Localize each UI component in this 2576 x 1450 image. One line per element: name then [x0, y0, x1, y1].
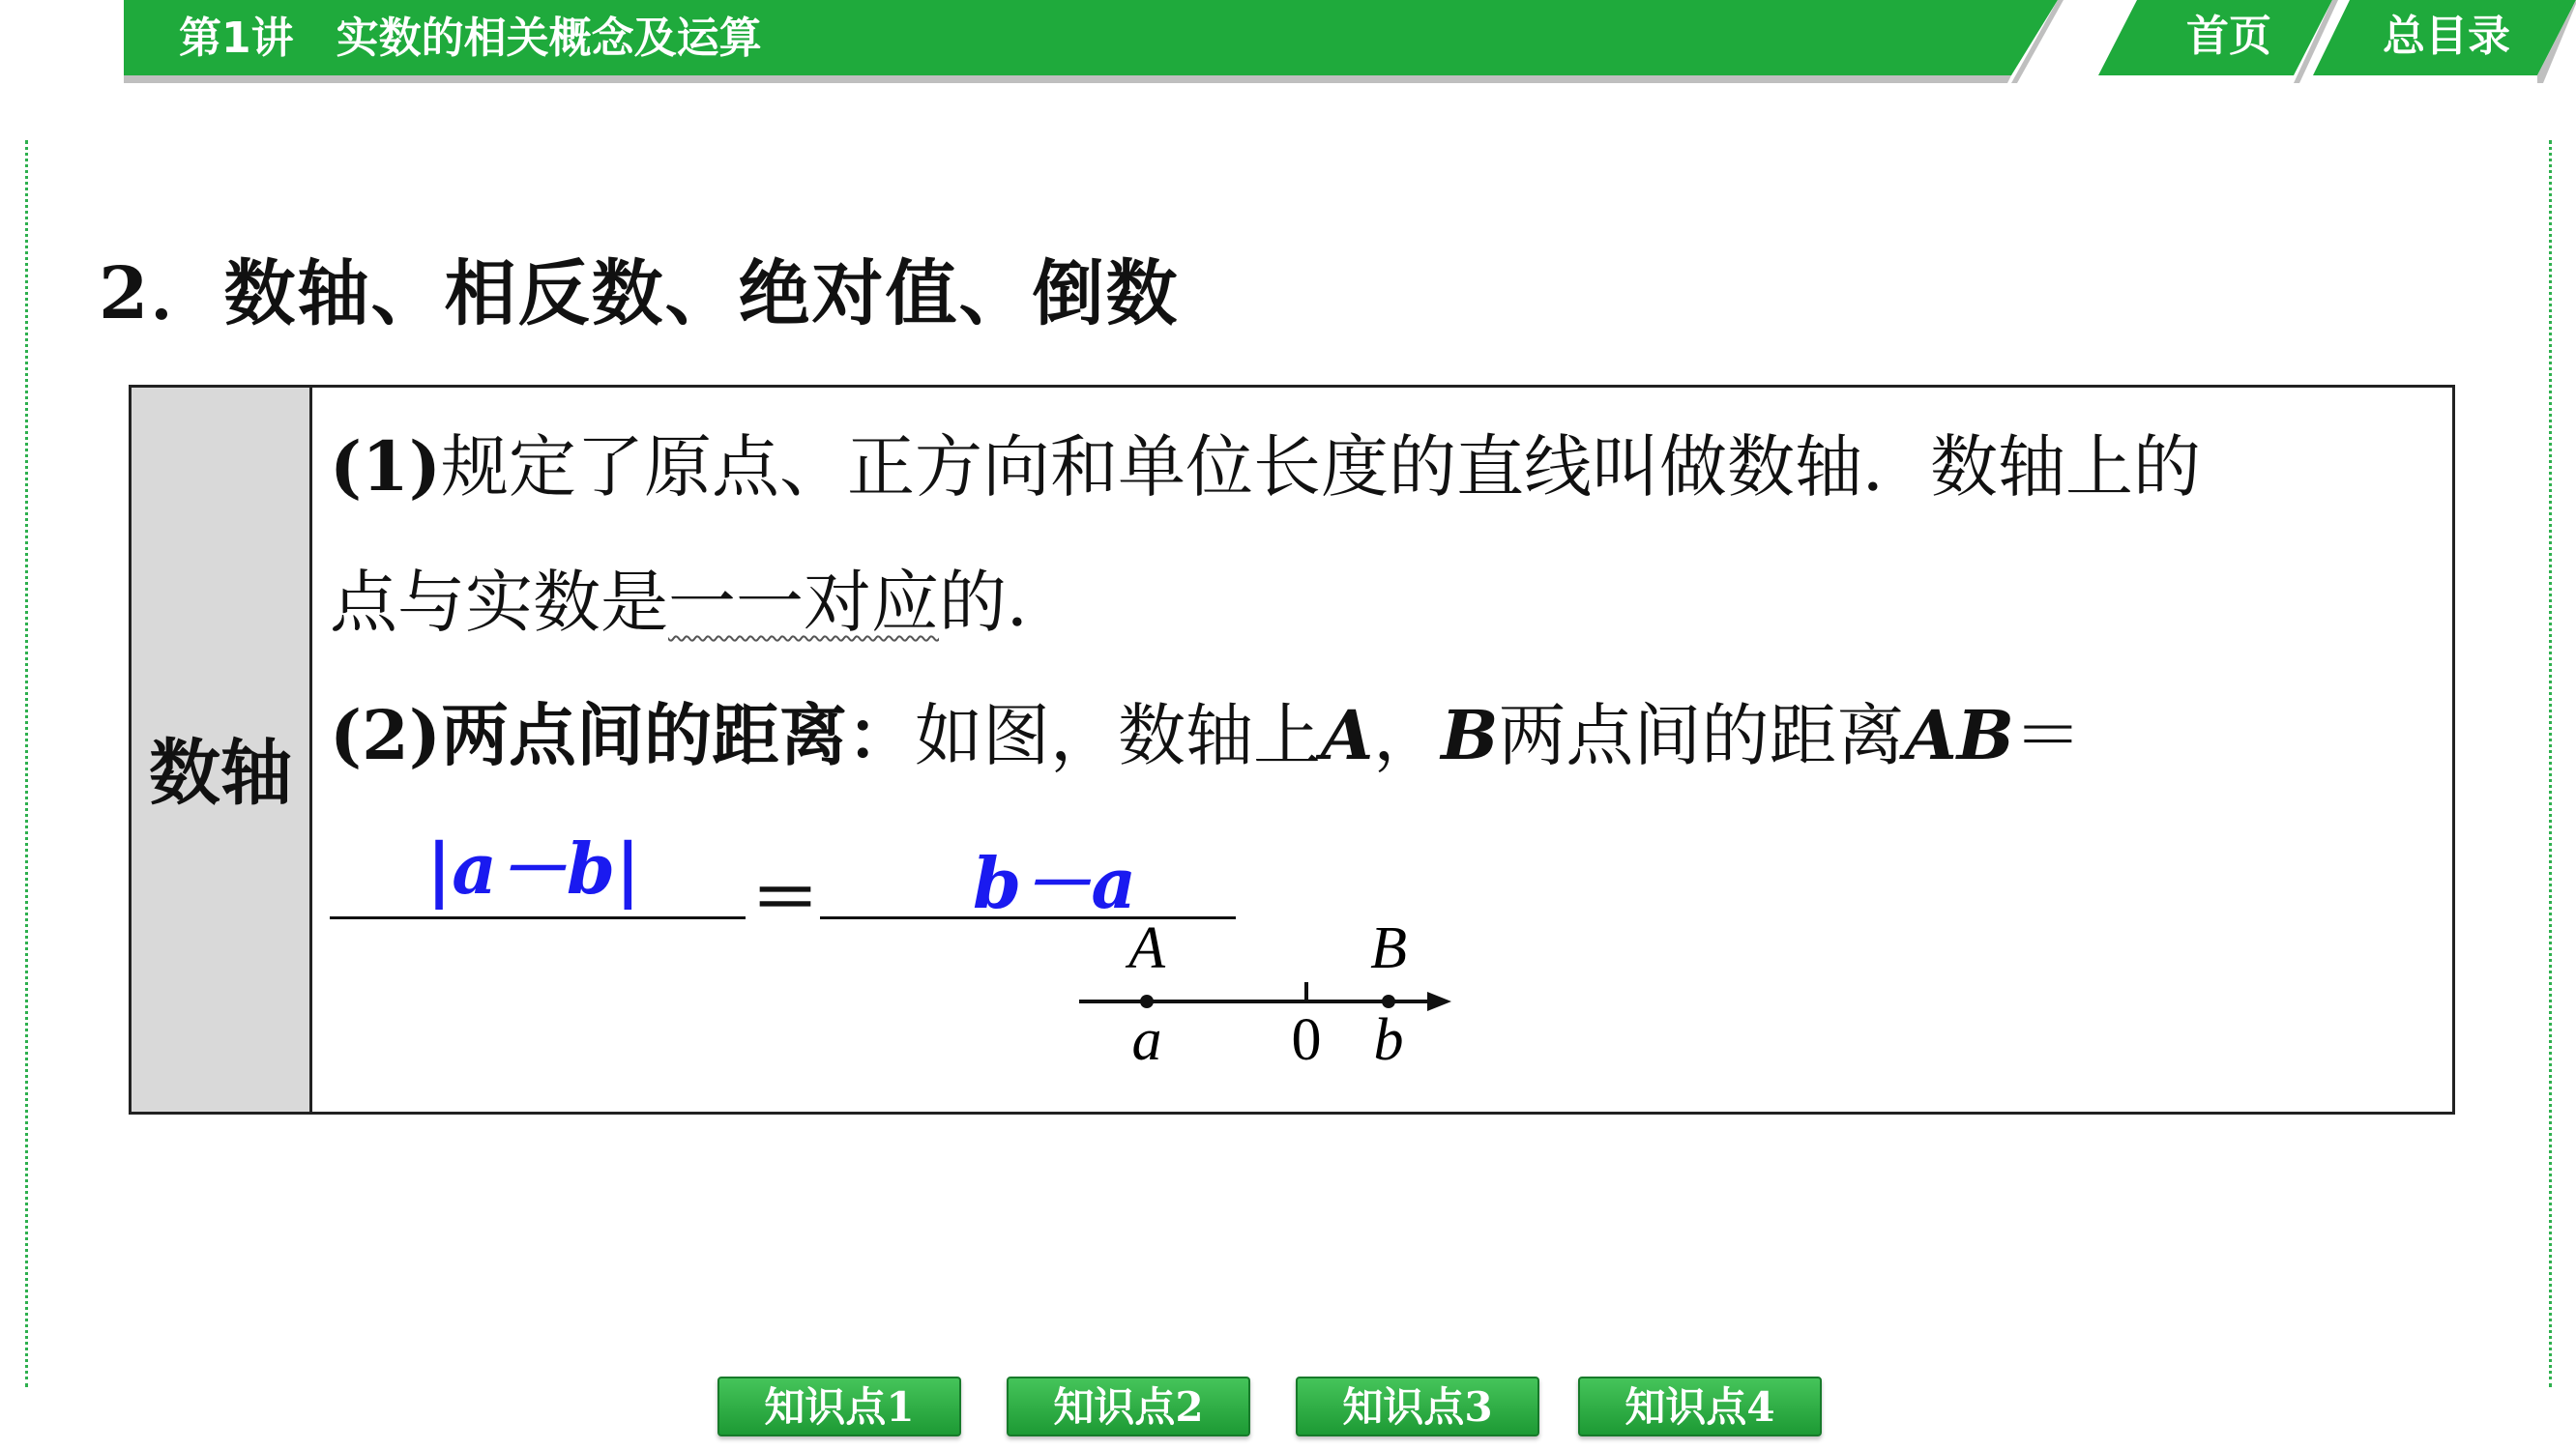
lecture-name: 实数的相关概念及运算 — [336, 14, 762, 63]
section-heading: 2．数轴、相反数、绝对值、倒数 — [99, 252, 1180, 335]
chapter-label: 第1讲 — [179, 14, 294, 63]
point-a-dot — [1140, 995, 1154, 1008]
para-1-text-b-start: 点与实数是 — [330, 563, 668, 642]
para-1-label: (1) — [330, 426, 441, 507]
lecture-title — [179, 10, 762, 68]
knowledge-point-2-button[interactable]: 知识点2 — [1007, 1377, 1250, 1436]
para-1-text-a: 规定了原点、正方向和单位长度的直线叫做数轴．数轴上的 — [440, 427, 2201, 507]
label-point-b: B — [1370, 915, 1407, 981]
segment-ab-var: AB — [1904, 695, 2014, 775]
home-button[interactable]: 首页 — [2186, 12, 2271, 61]
point-b-dot — [1382, 995, 1395, 1008]
emphasis-one-to-one: 一一对应 — [668, 563, 939, 642]
row-header-cell — [132, 388, 312, 1112]
para-2-equals: ＝ — [2013, 696, 2082, 775]
comma: ， — [1373, 696, 1442, 775]
answer-absolute-difference: |a－b| — [426, 827, 641, 910]
right-dotted-border — [2549, 140, 2552, 1387]
paragraph-2-line-1 — [330, 697, 2082, 774]
label-value-b: b — [1373, 1007, 1404, 1073]
para-2-prefix: (2)两点间的距离： — [330, 695, 915, 775]
knowledge-point-1-button[interactable]: 知识点1 — [717, 1377, 961, 1436]
point-b-var: B — [1441, 695, 1499, 775]
knowledge-point-3-button[interactable]: 知识点3 — [1296, 1377, 1539, 1436]
knowledge-point-4-button[interactable]: 知识点4 — [1578, 1377, 1822, 1436]
label-value-a: a — [1131, 1007, 1162, 1073]
concept-table — [129, 385, 2455, 1115]
paragraph-1-line-2 — [330, 564, 1074, 641]
para-1-text-b-end: 的． — [939, 563, 1074, 642]
answer-difference: b－a — [973, 842, 1136, 924]
left-dotted-border — [25, 140, 28, 1387]
equals-sign: ＝ — [750, 856, 821, 939]
para-2-text-a: 如图，数轴上 — [914, 696, 1321, 775]
number-line-diagram — [1079, 914, 1466, 1088]
answer-blank-1 — [330, 914, 746, 919]
arrow-head-icon — [1427, 992, 1451, 1011]
label-point-a: A — [1128, 915, 1165, 981]
row-header-label: 数轴 — [149, 732, 292, 815]
label-zero: 0 — [1291, 1007, 1322, 1073]
point-a-var: A — [1320, 695, 1374, 775]
table-of-contents-button[interactable]: 总目录 — [2383, 12, 2510, 61]
paragraph-1-line-1 — [330, 428, 2201, 506]
para-2-text-b: 两点间的距离 — [1498, 696, 1905, 775]
